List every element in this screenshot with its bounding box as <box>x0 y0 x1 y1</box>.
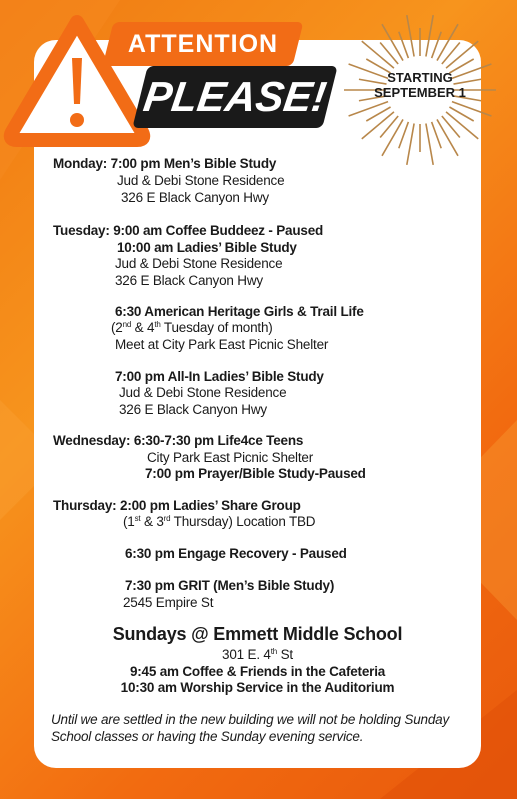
sunburst-ray <box>399 122 409 148</box>
monday-line-2: Jud & Debi Stone Residence <box>117 173 285 188</box>
tuesday-line-10: 326 E Black Canyon Hwy <box>119 402 267 417</box>
sunburst-ray <box>380 43 398 64</box>
sunburst-ray <box>349 102 388 116</box>
sunburst-ray <box>407 123 414 164</box>
sunburst-ray <box>432 122 442 148</box>
tuesday-line-2: 10:00 am Ladies’ Bible Study <box>117 240 297 255</box>
thursday-line-1: Thursday: 2:00 pm Ladies’ Share Group <box>53 498 301 513</box>
sunburst-ray <box>452 102 491 116</box>
please-banner <box>132 66 337 128</box>
thursday-line-3: 6:30 pm Engage Recovery - Paused <box>125 546 347 561</box>
attention-banner <box>103 22 304 66</box>
tuesday-line-7: Meet at City Park East Picnic Shelter <box>115 337 329 352</box>
sunday-title: Sundays @ Emmett Middle School <box>112 624 403 644</box>
attention-text: ATTENTION <box>127 30 279 58</box>
sunburst-ray <box>442 43 460 64</box>
thursday-line-5: 2545 Empire St <box>123 595 214 610</box>
starting-label: STARTING <box>387 70 453 85</box>
sunday-line-2: 10:30 am Worship Service in the Auditorium <box>120 680 395 695</box>
sunday-address: 301 E. 4th St <box>222 647 293 662</box>
tuesday-line-1: Tuesday: 9:00 am Coffee Buddeez - Paused <box>53 223 324 238</box>
thursday-line-4: 7:30 pm GRIT (Men’s Bible Study) <box>125 578 335 593</box>
tuesday-line-9: Jud & Debi Stone Residence <box>119 385 287 400</box>
wednesday-line-2: City Park East Picnic Shelter <box>147 450 314 465</box>
thursday-line-2: (1st & 3rd Thursday) Location TBD <box>123 514 316 529</box>
monday-line-1: Monday: 7:00 pm Men’s Bible Study <box>53 156 277 171</box>
sunburst-ray <box>446 41 478 68</box>
tuesday-line-6: (2nd & 4th Tuesday of month) <box>111 320 273 335</box>
sunburst-ray <box>437 119 458 155</box>
footer-note: Until we are settled in the new building we will not be holding Sunday School classes or having the Sunday evening service. <box>51 712 450 744</box>
sunburst-ray <box>449 107 473 121</box>
sunburst-ray <box>362 112 394 139</box>
sunburst-ray <box>426 123 433 164</box>
monday-line-3: 326 E Black Canyon Hwy <box>121 190 269 205</box>
sunburst-ray <box>399 32 409 58</box>
sunburst-ray <box>380 116 398 137</box>
sunburst-ray <box>437 24 458 60</box>
sunburst-ray <box>382 24 403 60</box>
tuesday-line-5: 6:30 American Heritage Girls & Trail Life <box>115 304 364 319</box>
tuesday-line-3: Jud & Debi Stone Residence <box>115 256 283 271</box>
sunburst-ray <box>442 116 460 137</box>
starting-date <box>360 70 480 100</box>
sunburst-ray <box>382 119 403 155</box>
tuesday-line-8: 7:00 pm All-In Ladies’ Bible Study <box>115 369 324 384</box>
wednesday-line-3: 7:00 pm Prayer/Bible Study-Paused <box>145 466 366 481</box>
sunburst-ray <box>432 32 442 58</box>
sunburst-ray <box>362 41 394 68</box>
please-text: PLEASE! <box>140 73 330 120</box>
sunburst-ray <box>366 107 390 121</box>
wednesday-line-1: Wednesday: 6:30-7:30 pm Life4ce Teens <box>53 433 304 448</box>
sunburst-ray <box>446 112 478 139</box>
starting-date-label: SEPTEMBER 1 <box>374 85 466 100</box>
tuesday-line-4: 326 E Black Canyon Hwy <box>115 273 263 288</box>
sunburst-ray <box>407 15 414 56</box>
sunday-line-1: 9:45 am Coffee & Friends in the Cafeteria <box>129 664 386 679</box>
sunburst-ray <box>426 15 433 56</box>
